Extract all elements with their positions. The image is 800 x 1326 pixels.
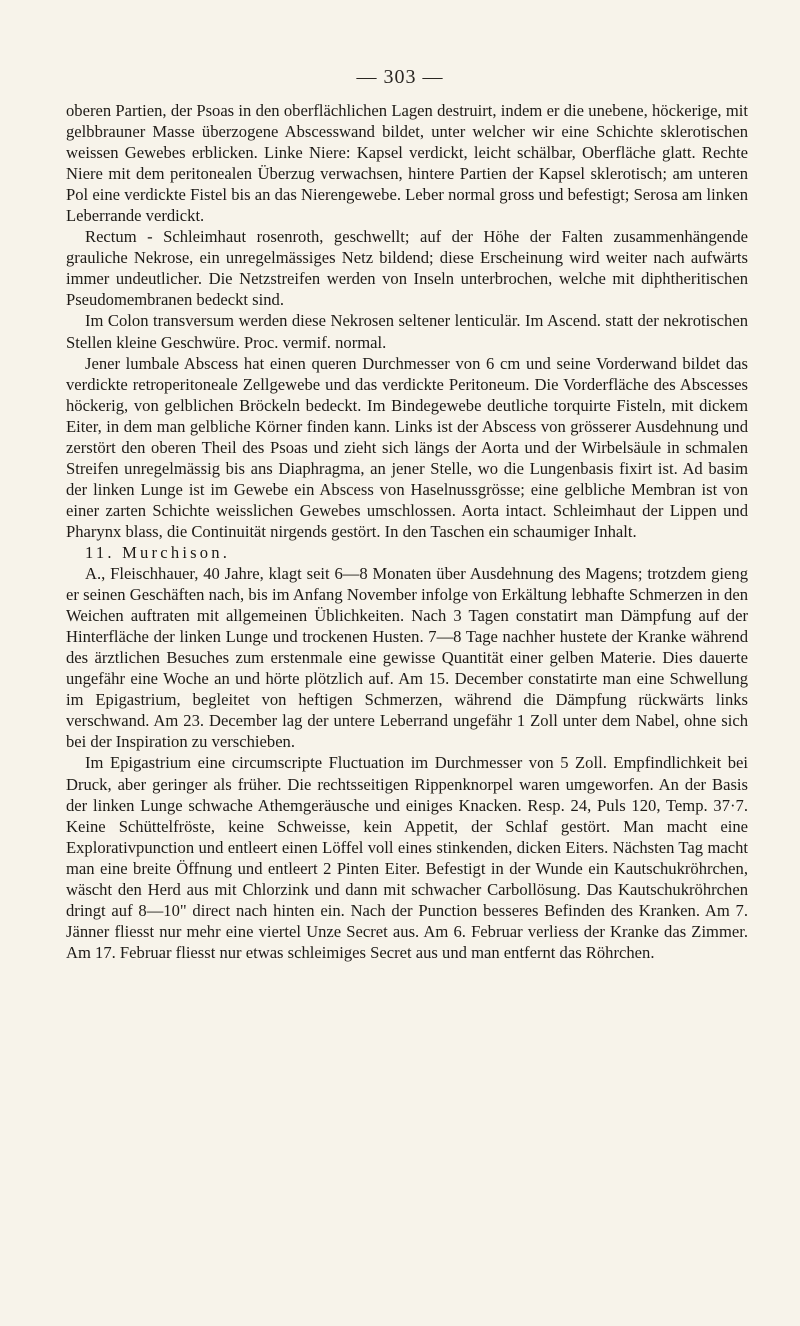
page-number: — 303 — xyxy=(356,66,444,88)
paragraph-rectum: Rectum - Schleimhaut rosenroth, geschwellt; auf der Höhe der Falten zusammenhängende grauliche Nekrose, ein unregelmässiges Netz bildend; diese Erscheinung wird weiter nach aufwärts immer undeutlicher. Die Netzstreifen werden von Inseln unterbrochen, welche mit diphtheritischen Pseudomembranen bedeckt sind. xyxy=(66,227,748,310)
paragraph-lumbar-abscess: Jener lumbale Abscess hat einen queren Durchmesser von 6 cm und seine Vorderwand bildet das verdickte retroperitoneale Zellgewebe und das verdickte Peritoneum. Die Vorderfläche des Abscesses höckerig, von gelblichen Bröckeln bedeckt. Im Bindegewebe deutliche torquirte Fisteln, mit dickem Eiter, in dem man gelbliche Körner finden kann. Links ist der Abscess von grösserer Ausdehnung und zerstört den oberen Theil des Psoas und zieht sich längs der Aorta und der Wirbelsäule in schmalen Streifen unregelmässig bis ans Diaphragma, an jener Stelle, wo die Lungenbasis fixirt ist. Ad basim der linken Lunge ist im Gewebe ein Abscess von Haselnussgrösse; eine gelbliche Membran ist von einer zarten Schichte weisslichen Gewebes umschlossen. Aorta intact. Schleimhaut der Lippen und Pharynx blass, die Continuität nirgends gestört. In den Taschen ein schaumiger Inhalt. xyxy=(66,353,748,541)
paragraph-kidney-liver: oberen Partien, der Psoas in den oberflächlichen Lagen destruirt, indem er die unebene, höckerige, mit gelbbrauner Masse überzogene Abscesswand bildet, unter welcher wir eine Schichte sklerotischen weissen Gewebes erblicken. Linke Niere: Kapsel verdickt, leicht schälbar, Oberfläche glatt. Rechte Niere mit dem peritonealen Überzug verwachsen, hintere Partien der Kapsel sklerotisch; am unteren Pol eine verdickte Fistel bis an das Nierengewebe. Leber normal gross und befestigt; Serosa am linken Leberrande verdickt. xyxy=(66,101,748,226)
case-heading: 11. Murchison. xyxy=(85,542,231,562)
paragraph-colon: Im Colon transversum werden diese Nekrosen seltener lenticulär. Im Ascend. statt der nekrotischen Stellen kleine Geschwüre. Proc. vermif. normal. xyxy=(66,311,748,352)
paragraph-epigastrium: Im Epigastrium eine circumscripte Fluctuation im Durchmesser von 5 Zoll. Empfindlichkeit bei Druck, aber geringer als früher. Die rechtsseitigen Rippenknorpel waren umgeworfen. An der Basis der linken Lunge schwache Athemgeräusche und einiges Knacken. Resp. 24, Puls 120, Temp. 37·7. Keine Schüttelfröste, keine Schweisse, kein Appetit, der Schlaf gestört. Man macht eine Explorativpunction und entleert einen Löffel voll eines stinkenden, dicken Eiters. Nächsten Tag macht man eine breite Öffnung und entleert 2 Pinten Eiter. Befestigt in der Wunde ein Kautschukröhrchen, wäscht den Herd aus mit Chlorzink und dann mit schwacher Carbollösung. Das Kautschukröhrchen dringt auf 8—10" direct nach hinten ein. Nach der Punction besseres Befinden des Kranken. Am 7. Jänner fliesst nur mehr eine viertel Unze Secret aus. Am 6. Februar verliess der Kranke das Zimmer. Am 17. Februar fliesst nur etwas schleimiges Secret aus und man entfernt das Röhrchen. xyxy=(66,753,748,962)
body-text xyxy=(66,100,748,963)
paragraph-case-history: A., Fleischhauer, 40 Jahre, klagt seit 6—8 Monaten über Ausdehnung des Magens; trotzdem gieng er seinen Geschäften nach, bis im Anfang November infolge von Erkältung lebhafte Schmerzen in den Weichen auftraten mit allgemeinen Üblichkeiten. Nach 3 Tagen constatirt man Dämpfung auf der Hinterfläche der linken Lunge und trockenen Husten. 7—8 Tage nachher hustete der Kranke während des ärztlichen Besuches zum erstenmale eine gewisse Quantität einer gelben Materie. Dies dauerte ungefähr eine Woche an und hörte plötzlich auf. Am 15. December constatirte man eine Schwellung im Epigastrium, begleitet von heftigen Schmerzen, während die Dämpfung rückwärts links verschwand. Am 23. December lag der untere Leberrand ungefähr 1 Zoll unter dem Nabel, ohne sich bei der Inspiration zu verschieben. xyxy=(66,564,748,752)
